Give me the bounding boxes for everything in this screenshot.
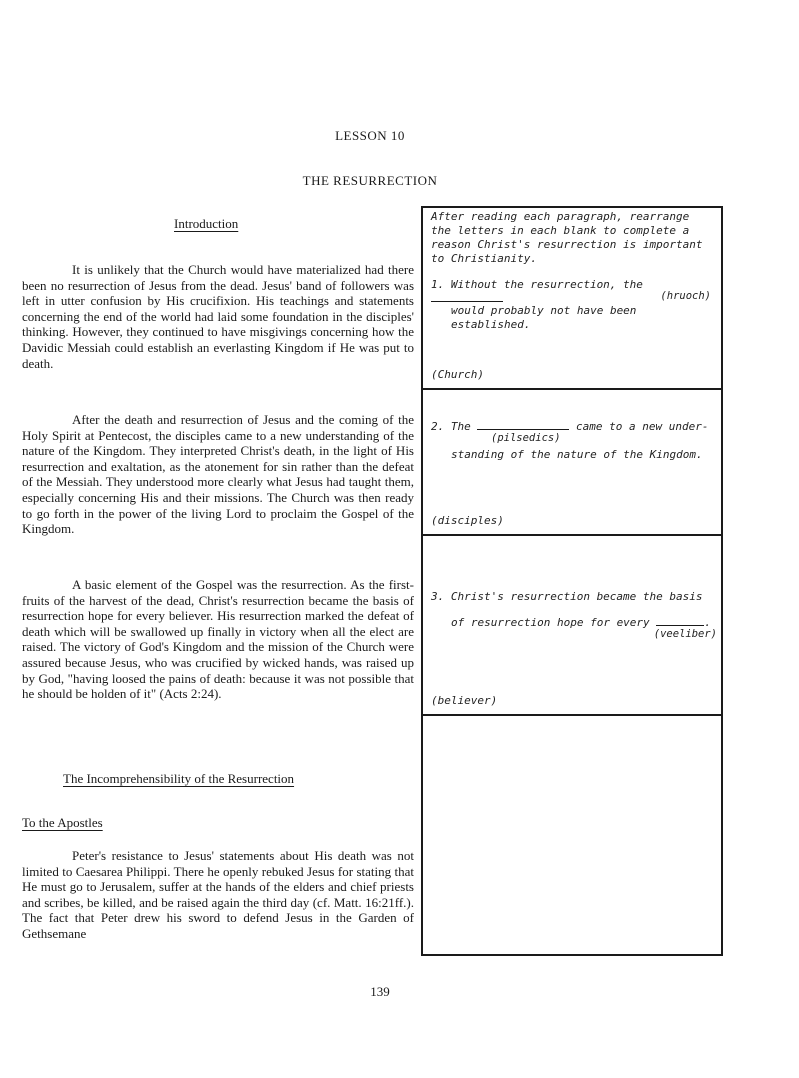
sidebar-section-empty [423,714,721,956]
intro-paragraph-1: It is unlikely that the Church would have materialized had there been no resurrection of Jesus from the dead. Jesus' band of followers was left in utter confusion by His crucifixion. His teachings and statements concerning the end of the world had laid some foundation in the disciples' thinking. However, they continued to have misgivings concerning how the Davidic Messiah could establish an everlasting Kingdom if He was put to death. [22,262,414,371]
intro-paragraph-2: After the death and resurrection of Jesus and the coming of the Holy Spirit at Pentecost, the disciples came to a new understanding of the nature of the Kingdom. They interpreted Christ's death, in the light of His resurrection and exaltation, as the atonement for sin rather than the defeat of the Messiah. They understood more clearly what Jesus had taught them, especially concerning His and their missions. The Church was then ready to go forth in the power of the living Lord to proclaim the Gospel of the Kingdom. [22,412,414,537]
item-2-rest: standing of the nature of the Kingdom. [451,448,703,461]
sidebar-section-1 [423,208,721,390]
item-1-answer: (Church) [431,368,484,381]
item-2-lead: 2. The [431,420,471,433]
intro-paragraph-3: A basic element of the Gospel was the resurrection. As the first-fruits of the harvest of the dead, Christ's resurrection became the basis of resurrection hope for every believer. His resurrection marked the defeat of death which will be swallowed up finally in victory when all the elect are raised. The victory of God's Kingdom and the mission of the Church were assured because Jesus, who was crucified by wicked hands, was raised up by God, "having loosed the pains of death: because it was not possible that he should be holden of it" (Acts 2:24). [22,577,414,702]
page-title: THE RESURRECTION [302,173,438,188]
introduction-heading: Introduction [174,216,239,231]
sidebar-instructions: After reading each paragraph, rearrange the letters in each blank to complete a reason Christ's resurrection is important to Christianity. [431,210,703,265]
item-1-blank[interactable] [431,301,503,302]
item-2-after: came to a new under- [576,420,709,433]
to-the-apostles-heading: To the Apostles [22,815,103,830]
item-3-answer: (believer) [431,694,498,707]
item-2-scramble: (pilsedics) [491,432,561,444]
item-2-blank[interactable] [477,429,569,430]
apostles-paragraph: Peter's resistance to Jesus' statements about His death was not limited to Caesarea Philippi. There he openly rebuked Jesus for stating that He must go to Jerusalem, suffer at the hands of the elders and chief priests and scribes, be killed, and be raised again the third day (cf. Matt. 16:21ff.). The fact that Peter drew his sword to defend Jesus in the Garden of Gethsemane [22,848,414,941]
item-2-question [431,420,713,434]
page-number: 139 [370,984,390,999]
item-3-period: . [704,616,711,629]
incomprehensibility-heading: The Incomprehensibility of the Resurrection [63,771,295,786]
item-2-answer: (disciples) [431,514,504,527]
exercise-sidebar [421,206,723,956]
item-1-rest: would probably not have been established. [451,304,637,331]
item-3-blank[interactable] [656,625,704,626]
item-1-lead: 1. Without the resurrection, the [431,278,643,291]
lesson-label: LESSON 10 [335,128,405,143]
item-3-lead: 3. Christ's resurrection became the basis [431,590,703,603]
sidebar-section-2 [423,388,721,536]
item-1-scramble: (hruoch) [660,290,711,302]
sidebar-section-3 [423,534,721,716]
item-3-lead2: of resurrection hope for every [451,616,650,629]
item-3-scramble: (veeliber) [653,628,717,640]
